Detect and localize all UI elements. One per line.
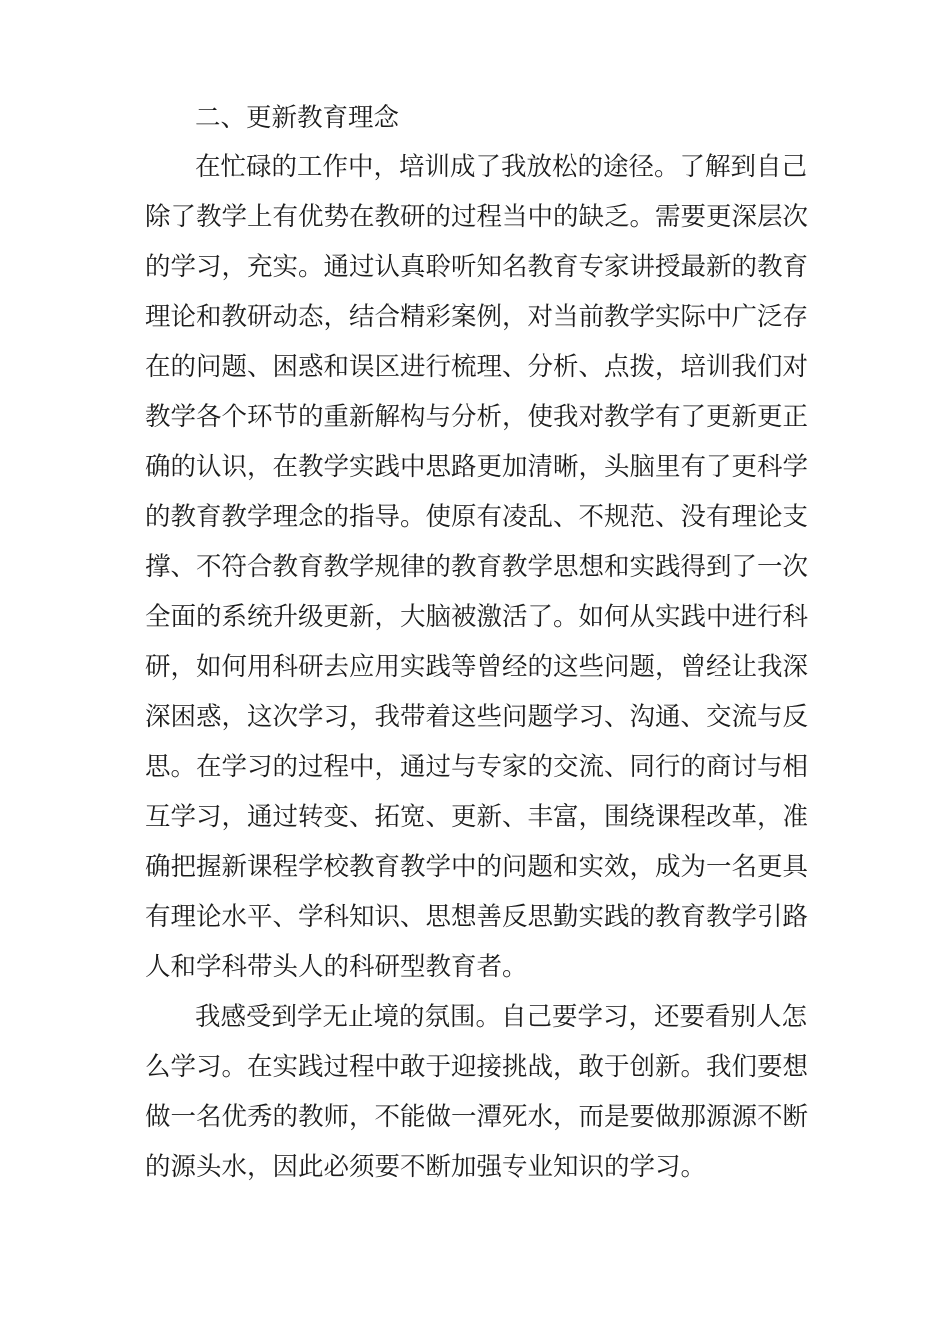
paragraph-line: 深困惑，这次学习，我带着这些问题学习、沟通、交流与反 [145, 702, 809, 732]
paragraph-line: 的教育教学理念的指导。使原有凌乱、不规范、没有理论支 [145, 502, 809, 532]
paragraph-line: 么学习。在实践过程中敢于迎接挑战，敢于创新。我们要想 [145, 1052, 809, 1082]
section-heading: 二、更新教育理念 [195, 103, 400, 133]
paragraph-line: 我感受到学无止境的氛围。自己要学习，还要看别人怎 [195, 1002, 808, 1032]
paragraph-line: 在的问题、困惑和误区进行梳理、分析、点拨，培训我们对 [145, 352, 809, 382]
paragraph-line: 的源头水，因此必须要不断加强专业知识的学习。 [145, 1152, 707, 1182]
paragraph-line: 互学习，通过转变、拓宽、更新、丰富，围绕课程改革，准 [145, 802, 809, 832]
paragraph-line: 有理论水平、学科知识、思想善反思勤实践的教育教学引路 [145, 902, 809, 932]
paragraph-line: 除了教学上有优势在教研的过程当中的缺乏。需要更深层次 [145, 202, 809, 232]
paragraph-line: 确的认识，在教学实践中思路更加清晰，头脑里有了更科学 [145, 452, 809, 482]
paragraph-line: 做一名优秀的教师，不能做一潭死水，而是要做那源源不断 [145, 1102, 809, 1132]
paragraph-line: 确把握新课程学校教育教学中的问题和实效，成为一名更具 [145, 852, 809, 882]
paragraph-line: 思。在学习的过程中，通过与专家的交流、同行的商讨与相 [145, 752, 809, 782]
paragraph-line: 全面的系统升级更新，大脑被激活了。如何从实践中进行科 [145, 602, 809, 632]
paragraph-line: 的学习，充实。通过认真聆听知名教育专家讲授最新的教育 [145, 252, 809, 282]
paragraph-line: 理论和教研动态，结合精彩案例，对当前教学实际中广泛存 [145, 302, 809, 332]
paragraph-line: 撑、不符合教育教学规律的教育教学思想和实践得到了一次 [145, 552, 809, 582]
paragraph-line: 在忙碌的工作中，培训成了我放松的途径。了解到自己 [195, 152, 808, 182]
paragraph-line: 教学各个环节的重新解构与分析，使我对教学有了更新更正 [145, 402, 809, 432]
paragraph-line: 人和学科带头人的科研型教育者。 [145, 952, 528, 982]
paragraph-line: 研，如何用科研去应用实践等曾经的这些问题，曾经让我深 [145, 652, 809, 682]
